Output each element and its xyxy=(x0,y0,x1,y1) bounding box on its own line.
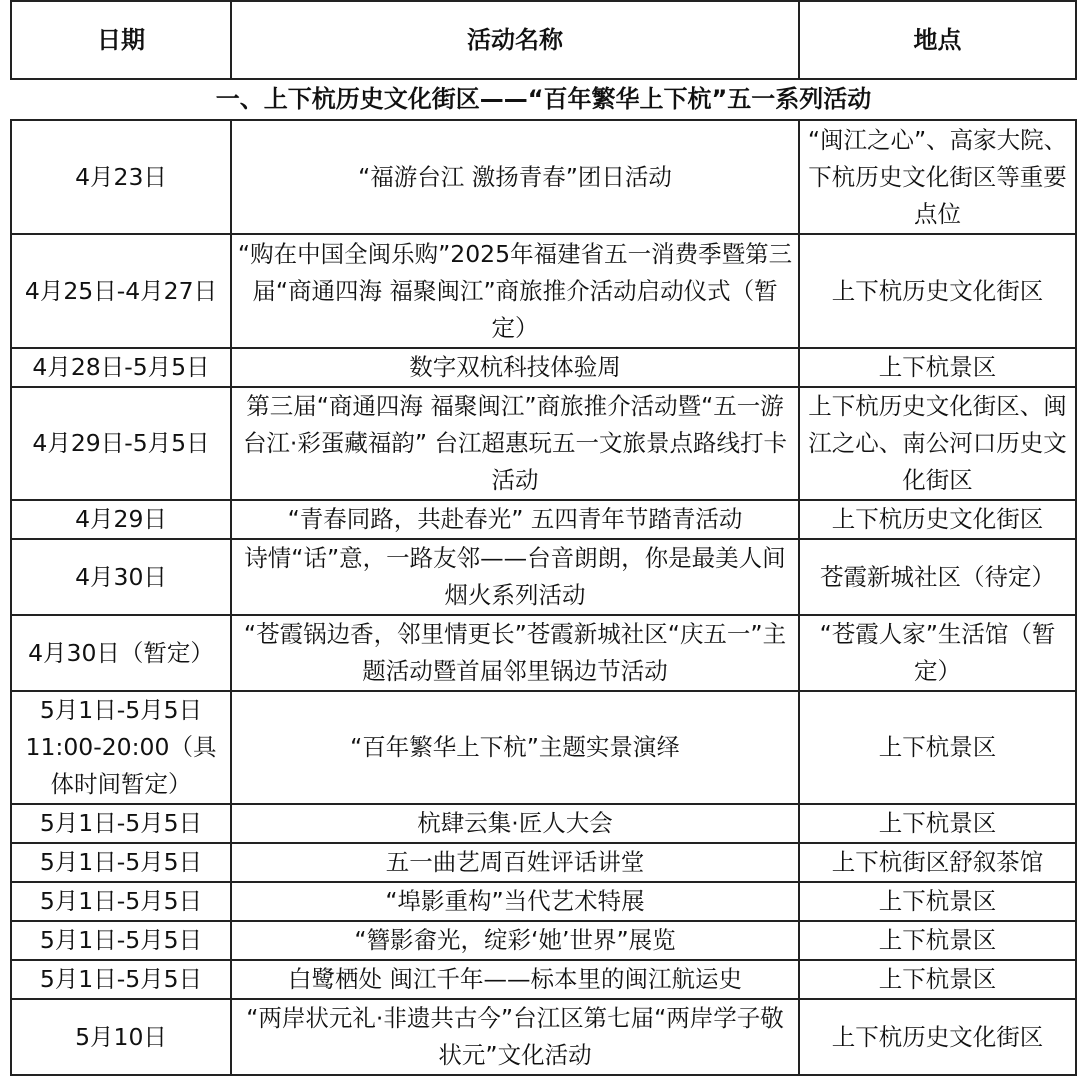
row-date: 4月23日 xyxy=(11,120,231,234)
table-row xyxy=(11,691,1076,804)
table-row xyxy=(11,615,1076,691)
row-activity-name: 诗情“话”意，一路友邻——台音朗朗，你是最美人间烟火系列活动 xyxy=(231,539,799,615)
schedule-document xyxy=(10,0,1075,1076)
row-date: 5月1日-5月5日 xyxy=(11,960,231,999)
row-date: 5月1日-5月5日 11:00-20:00（具体时间暂定） xyxy=(11,691,231,804)
row-location: 上下杭街区舒叙茶馆 xyxy=(799,843,1076,882)
row-date: 5月1日-5月5日 xyxy=(11,921,231,960)
row-date: 5月1日-5月5日 xyxy=(11,882,231,921)
row-date: 4月29日-5月5日 xyxy=(11,387,231,500)
section-row xyxy=(11,79,1076,120)
row-location: 苍霞新城社区（待定） xyxy=(799,539,1076,615)
activity-table xyxy=(10,0,1077,1076)
row-date: 5月1日-5月5日 xyxy=(11,843,231,882)
row-location: 上下杭景区 xyxy=(799,960,1076,999)
row-activity-name: “购在中国全闽乐购”2025年福建省五一消费季暨第三届“商通四海 福聚闽江”商旅推介活动启动仪式（暂定） xyxy=(231,234,799,348)
section-title: 一、上下杭历史文化街区——“百年繁华上下杭”五一系列活动 xyxy=(11,79,1076,120)
table-row xyxy=(11,960,1076,999)
row-activity-name: “埠影重构”当代艺术特展 xyxy=(231,882,799,921)
row-activity-name: “两岸状元礼·非遗共古今”台江区第七届“两岸学子敬状元”文化活动 xyxy=(231,999,799,1075)
header-date: 日期 xyxy=(11,1,231,79)
table-row xyxy=(11,539,1076,615)
row-location: 上下杭景区 xyxy=(799,348,1076,387)
row-date: 5月10日 xyxy=(11,999,231,1075)
row-date: 4月30日 xyxy=(11,539,231,615)
row-activity-name: 数字双杭科技体验周 xyxy=(231,348,799,387)
row-location: 上下杭景区 xyxy=(799,691,1076,804)
row-location: 上下杭景区 xyxy=(799,921,1076,960)
row-date: 5月1日-5月5日 xyxy=(11,804,231,843)
row-location: “闽江之心”、高家大院、下杭历史文化街区等重要点位 xyxy=(799,120,1076,234)
row-date: 4月29日 xyxy=(11,500,231,539)
table-row xyxy=(11,921,1076,960)
table-header-row xyxy=(11,1,1076,79)
row-location: 上下杭历史文化街区 xyxy=(799,234,1076,348)
table-row xyxy=(11,348,1076,387)
table-row xyxy=(11,387,1076,500)
row-activity-name: 白鹭栖处 闽江千年——标本里的闽江航运史 xyxy=(231,960,799,999)
table-row xyxy=(11,120,1076,234)
row-location: 上下杭历史文化街区 xyxy=(799,999,1076,1075)
row-activity-name: “福游台江 激扬青春”团日活动 xyxy=(231,120,799,234)
row-date: 4月25日-4月27日 xyxy=(11,234,231,348)
row-location: 上下杭历史文化街区、闽江之心、南公河口历史文化街区 xyxy=(799,387,1076,500)
row-location: “苍霞人家”生活馆（暂定） xyxy=(799,615,1076,691)
table-row xyxy=(11,882,1076,921)
row-activity-name: “苍霞锅边香，邻里情更长”苍霞新城社区“庆五一”主题活动暨首届邻里锅边节活动 xyxy=(231,615,799,691)
row-activity-name: “簪影畲光，绽彩‘她’世界”展览 xyxy=(231,921,799,960)
table-row xyxy=(11,843,1076,882)
row-activity-name: 五一曲艺周百姓评话讲堂 xyxy=(231,843,799,882)
header-location: 地点 xyxy=(799,1,1076,79)
row-location: 上下杭景区 xyxy=(799,882,1076,921)
row-activity-name: 第三届“商通四海 福聚闽江”商旅推介活动暨“五一游台江·彩蛋藏福韵” 台江超惠玩五一文旅景点路线打卡活动 xyxy=(231,387,799,500)
table-row xyxy=(11,500,1076,539)
row-location: 上下杭历史文化街区 xyxy=(799,500,1076,539)
row-date: 4月30日（暂定） xyxy=(11,615,231,691)
row-date: 4月28日-5月5日 xyxy=(11,348,231,387)
row-activity-name: “青春同路，共赴春光” 五四青年节踏青活动 xyxy=(231,500,799,539)
table-row xyxy=(11,804,1076,843)
table-row xyxy=(11,234,1076,348)
row-location: 上下杭景区 xyxy=(799,804,1076,843)
row-activity-name: “百年繁华上下杭”主题实景演绎 xyxy=(231,691,799,804)
row-activity-name: 杭肆云集·匠人大会 xyxy=(231,804,799,843)
header-activity-name: 活动名称 xyxy=(231,1,799,79)
table-row xyxy=(11,999,1076,1075)
